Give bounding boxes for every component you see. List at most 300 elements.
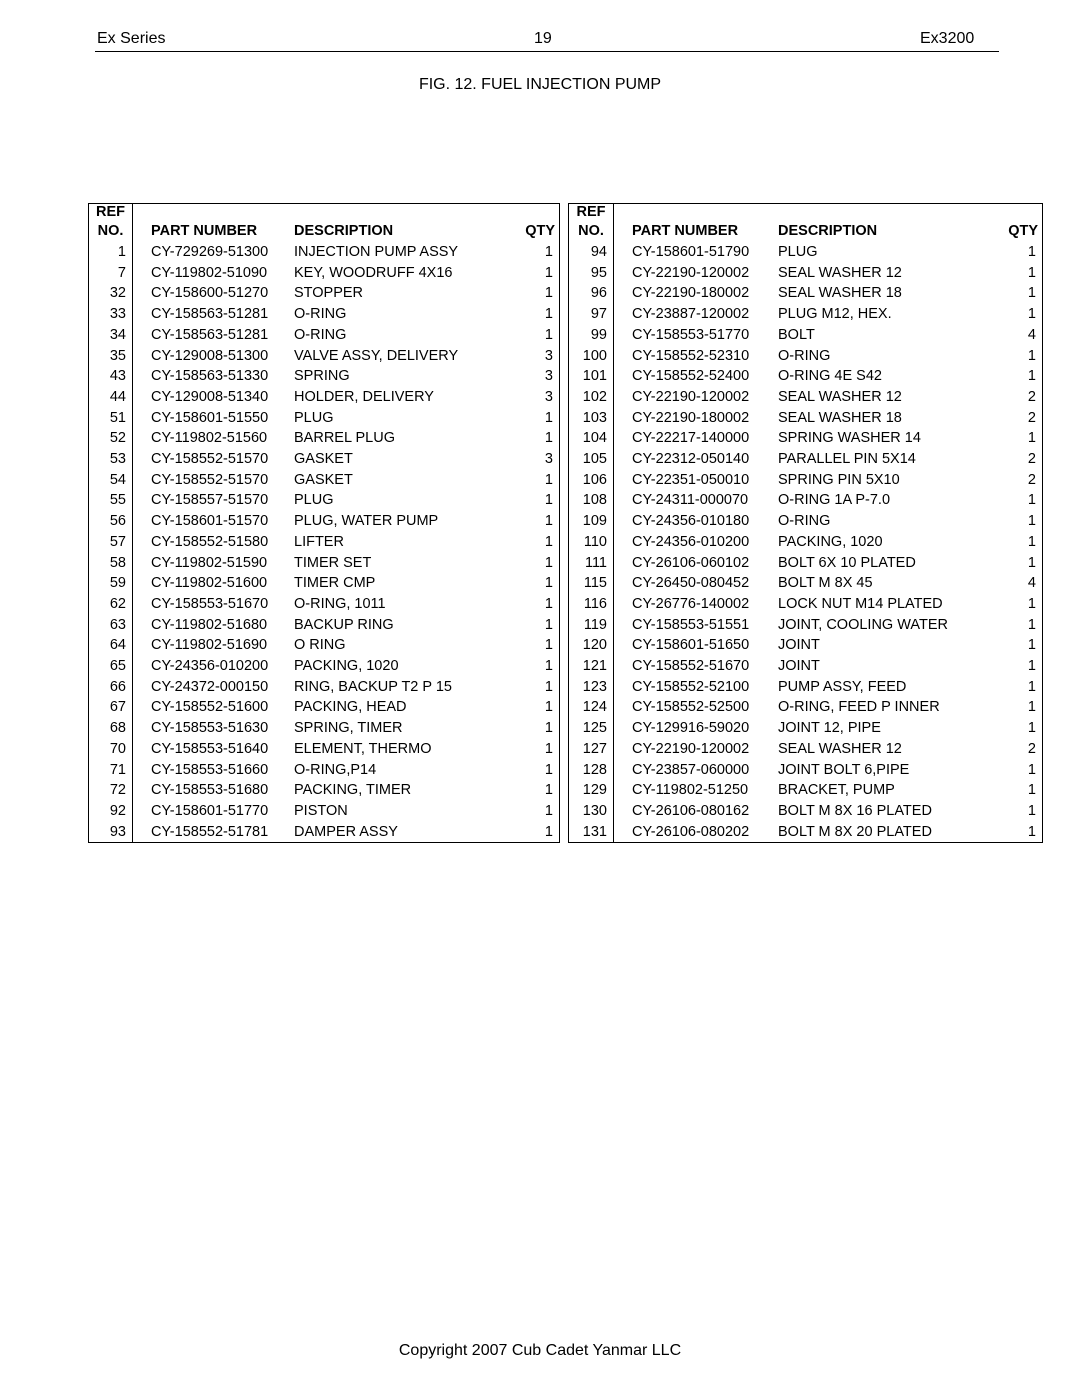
ref-no: 116 [569, 594, 614, 615]
quantity: 1 [1027, 637, 1036, 654]
part-number: CY-158552-51580 [151, 533, 269, 550]
col-ref-top: REF [89, 204, 133, 222]
quantity: 2 [1027, 451, 1036, 468]
ref-no: 130 [569, 801, 614, 822]
part-number: CY-23887-120002 [632, 306, 750, 323]
part-number: CY-22190-180002 [632, 409, 750, 426]
ref-no: 129 [569, 780, 614, 801]
quantity: 1 [1027, 720, 1036, 737]
table-row [569, 511, 1043, 532]
description: PACKING, 1020 [294, 658, 399, 675]
quantity: 1 [544, 244, 553, 260]
quantity: 3 [544, 451, 553, 468]
part-number: CY-158563-51281 [151, 326, 269, 343]
description: O-RING, FEED P INNER [778, 699, 940, 716]
ref-no: 128 [569, 760, 614, 781]
table-row [569, 387, 1043, 408]
description: PACKING, HEAD [294, 699, 407, 716]
ref-no: 65 [89, 656, 133, 677]
quantity: 1 [544, 616, 553, 633]
col-part-number: PART NUMBER [151, 223, 258, 239]
description: SPRING [294, 368, 350, 385]
ref-no: 32 [89, 283, 133, 304]
table-row [89, 283, 560, 304]
ref-no: 33 [89, 304, 133, 325]
part-number: CY-24372-000150 [151, 678, 269, 695]
part-number: CY-158553-51551 [632, 616, 750, 633]
ref-no: 68 [89, 718, 133, 739]
ref-no: 57 [89, 532, 133, 553]
ref-no: 99 [569, 325, 614, 346]
ref-no: 108 [569, 490, 614, 511]
table-row [89, 635, 560, 656]
ref-no: 52 [89, 428, 133, 449]
ref-no: 100 [569, 346, 614, 367]
table-row [89, 428, 560, 449]
description: SPRING PIN 5X10 [778, 471, 900, 488]
part-number: CY-158553-51640 [151, 740, 269, 757]
part-number: CY-24356-010200 [632, 533, 750, 550]
part-number: CY-22190-180002 [632, 285, 750, 302]
quantity: 1 [544, 802, 553, 819]
quantity: 2 [1027, 740, 1036, 757]
quantity: 1 [1027, 699, 1036, 716]
quantity: 1 [544, 492, 553, 509]
description: PLUG M12, HEX. [778, 306, 892, 323]
table-row [89, 490, 560, 511]
part-number: CY-23857-060000 [632, 761, 750, 778]
part-number: CY-26776-140002 [632, 595, 750, 612]
description: O-RING 4E S42 [778, 368, 882, 385]
ref-no: 70 [89, 739, 133, 760]
quantity: 3 [544, 347, 553, 364]
table-row [569, 677, 1043, 698]
quantity: 2 [1027, 471, 1036, 488]
ref-no: 106 [569, 470, 614, 491]
quantity: 3 [544, 368, 553, 385]
table-row [89, 573, 560, 594]
ref-no: 92 [89, 801, 133, 822]
part-number: CY-158601-51570 [151, 513, 269, 530]
ref-no: 97 [569, 304, 614, 325]
part-number: CY-158552-52400 [632, 368, 750, 385]
part-number: CY-158552-51670 [632, 658, 750, 675]
part-number: CY-119802-51680 [151, 616, 268, 633]
description: O-RING 1A P-7.0 [778, 492, 891, 509]
part-number: CY-24356-010200 [151, 658, 269, 675]
ref-no: 120 [569, 635, 614, 656]
table-row [89, 553, 560, 574]
part-number: CY-26106-060102 [632, 554, 750, 571]
table-row [89, 366, 560, 387]
ref-no: 105 [569, 449, 614, 470]
page-number: 19 [534, 30, 552, 47]
part-number: CY-158601-51550 [151, 409, 269, 426]
description: SPRING, TIMER [294, 720, 403, 737]
description: BRACKET, PUMP [778, 782, 895, 799]
description: TIMER SET [294, 554, 372, 571]
table-row [89, 677, 560, 698]
table-row [89, 242, 560, 263]
description: PLUG [294, 492, 334, 509]
description: RING, BACKUP T2 P 15 [294, 678, 452, 695]
table-row [569, 697, 1043, 718]
table-row [569, 656, 1043, 677]
description: SPRING WASHER 14 [778, 430, 921, 447]
col-ref-top: REF [569, 204, 614, 222]
ref-no: 110 [569, 532, 614, 553]
part-number: CY-158552-51570 [151, 471, 269, 488]
ref-no: 119 [569, 615, 614, 636]
quantity: 1 [1027, 264, 1036, 281]
part-number: CY-158552-51570 [151, 451, 269, 468]
quantity: 1 [1027, 492, 1036, 509]
ref-no: 103 [569, 408, 614, 429]
table-row [89, 822, 560, 843]
part-number: CY-24356-010180 [632, 513, 750, 530]
ref-no: 64 [89, 635, 133, 656]
description: LOCK NUT M14 PLATED [778, 595, 943, 612]
quantity: 1 [544, 409, 553, 426]
quantity: 1 [1027, 306, 1036, 323]
part-number: CY-158553-51680 [151, 782, 269, 799]
description: PACKING, 1020 [778, 533, 883, 550]
quantity: 1 [1027, 823, 1036, 840]
quantity: 1 [1027, 430, 1036, 447]
col-part-number: PART NUMBER [632, 223, 739, 239]
part-number: CY-129008-51340 [151, 388, 269, 405]
quantity: 1 [1027, 244, 1036, 260]
table-row [89, 532, 560, 553]
ref-no: 71 [89, 760, 133, 781]
ref-no: 35 [89, 346, 133, 367]
description: PISTON [294, 802, 348, 819]
description: LIFTER [294, 533, 344, 550]
table-row [89, 780, 560, 801]
quantity: 1 [544, 678, 553, 695]
quantity: 1 [1027, 513, 1036, 530]
quantity: 1 [1027, 595, 1036, 612]
part-number: CY-119802-51560 [151, 430, 268, 447]
ref-no: 124 [569, 697, 614, 718]
quantity: 1 [1027, 658, 1036, 675]
table-row [89, 656, 560, 677]
part-number: CY-158552-51781 [151, 823, 269, 840]
table-row [569, 242, 1043, 263]
part-number: CY-22312-050140 [632, 451, 750, 468]
description: SEAL WASHER 12 [778, 264, 902, 281]
quantity: 1 [544, 471, 553, 488]
col-ref-bottom: NO. [89, 221, 133, 242]
header-model: Ex3200 [920, 30, 975, 47]
table-row [569, 615, 1043, 636]
quantity: 1 [1027, 554, 1036, 571]
table-row [569, 304, 1043, 325]
col-description: DESCRIPTION [778, 223, 878, 239]
table-row [89, 304, 560, 325]
table-row [89, 325, 560, 346]
ref-no: 109 [569, 511, 614, 532]
description: GASKET [294, 471, 353, 488]
table-row [569, 408, 1043, 429]
quantity: 1 [544, 637, 553, 654]
description: DAMPER ASSY [294, 823, 398, 840]
part-number: CY-119802-51600 [151, 575, 268, 592]
description: ELEMENT, THERMO [294, 740, 432, 757]
quantity: 3 [544, 388, 553, 405]
table-row [569, 470, 1043, 491]
quantity: 1 [544, 720, 553, 737]
quantity: 1 [544, 285, 553, 302]
quantity: 1 [544, 699, 553, 716]
part-number: CY-158600-51270 [151, 285, 269, 302]
description: O-RING [294, 326, 347, 343]
description: HOLDER, DELIVERY [294, 388, 434, 405]
table-row [569, 594, 1043, 615]
header-series: Ex Series [97, 30, 166, 47]
quantity: 2 [1027, 409, 1036, 426]
description: O-RING [778, 513, 831, 530]
table-row [569, 718, 1043, 739]
description: JOINT BOLT 6,PIPE [778, 761, 910, 778]
quantity: 1 [544, 595, 553, 612]
part-number: CY-729269-51300 [151, 244, 269, 260]
ref-no: 62 [89, 594, 133, 615]
parts-table-left [88, 203, 560, 843]
table-row [569, 780, 1043, 801]
part-number: CY-158557-51570 [151, 492, 269, 509]
part-number: CY-158563-51330 [151, 368, 269, 385]
ref-no: 104 [569, 428, 614, 449]
table-row [89, 739, 560, 760]
description: STOPPER [294, 285, 364, 302]
ref-no: 93 [89, 822, 133, 843]
description: PLUG [294, 409, 334, 426]
ref-no: 121 [569, 656, 614, 677]
quantity: 1 [544, 554, 553, 571]
ref-no: 7 [89, 263, 133, 284]
description: PACKING, TIMER [294, 782, 412, 799]
table-row [569, 760, 1043, 781]
quantity: 4 [1027, 326, 1036, 343]
ref-no: 94 [569, 242, 614, 263]
description: BARREL PLUG [294, 430, 395, 447]
part-number: CY-158563-51281 [151, 306, 269, 323]
description: PARALLEL PIN 5X14 [778, 451, 916, 468]
table-row [569, 573, 1043, 594]
ref-no: 54 [89, 470, 133, 491]
col-qty: QTY [1008, 223, 1038, 239]
table-row [569, 490, 1043, 511]
quantity: 1 [544, 264, 553, 281]
quantity: 1 [1027, 761, 1036, 778]
part-number: CY-158601-51770 [151, 802, 269, 819]
quantity: 1 [544, 513, 553, 530]
description: GASKET [294, 451, 353, 468]
part-number: CY-26106-080162 [632, 802, 750, 819]
table-row [89, 387, 560, 408]
table-row [569, 366, 1043, 387]
part-number: CY-26106-080202 [632, 823, 750, 840]
description: INJECTION PUMP ASSY [294, 244, 459, 260]
ref-no: 125 [569, 718, 614, 739]
quantity: 1 [544, 658, 553, 675]
table-row [569, 428, 1043, 449]
ref-no: 102 [569, 387, 614, 408]
ref-no: 34 [89, 325, 133, 346]
header-rule [95, 51, 999, 52]
quantity: 1 [1027, 285, 1036, 302]
quantity: 1 [1027, 678, 1036, 695]
part-number: CY-129916-59020 [632, 720, 750, 737]
quantity: 1 [544, 575, 553, 592]
ref-no: 56 [89, 511, 133, 532]
description: BACKUP RING [294, 616, 394, 633]
ref-no: 127 [569, 739, 614, 760]
quantity: 1 [1027, 802, 1036, 819]
ref-no: 123 [569, 677, 614, 698]
quantity: 1 [544, 740, 553, 757]
description: SEAL WASHER 18 [778, 409, 902, 426]
quantity: 1 [1027, 616, 1036, 633]
table-row [569, 822, 1043, 843]
part-number: CY-158553-51770 [632, 326, 750, 343]
part-number: CY-158601-51790 [632, 244, 750, 260]
description: JOINT [778, 637, 820, 654]
ref-no: 58 [89, 553, 133, 574]
ref-no: 67 [89, 697, 133, 718]
ref-no: 111 [569, 553, 614, 574]
ref-no: 101 [569, 366, 614, 387]
quantity: 2 [1027, 388, 1036, 405]
description: BOLT 6X 10 PLATED [778, 554, 916, 571]
part-number: CY-22190-120002 [632, 388, 750, 405]
description: KEY, WOODRUFF 4X16 [294, 264, 453, 281]
part-number: CY-158552-51600 [151, 699, 269, 716]
description: JOINT [778, 658, 820, 675]
ref-no: 115 [569, 573, 614, 594]
table-row [89, 697, 560, 718]
part-number: CY-158553-51670 [151, 595, 269, 612]
description: BOLT M 8X 45 [778, 575, 873, 592]
part-number: CY-158553-51660 [151, 761, 269, 778]
col-ref-bottom: NO. [569, 221, 614, 242]
table-row [569, 635, 1043, 656]
table-row [89, 449, 560, 470]
ref-no: 43 [89, 366, 133, 387]
description: O RING [294, 637, 346, 654]
quantity: 1 [544, 782, 553, 799]
table-row [569, 346, 1043, 367]
description: PLUG, WATER PUMP [294, 513, 439, 530]
part-number: CY-158552-52500 [632, 699, 750, 716]
table-row [89, 615, 560, 636]
ref-no: 96 [569, 283, 614, 304]
part-number: CY-22190-120002 [632, 740, 750, 757]
quantity: 1 [544, 306, 553, 323]
col-description: DESCRIPTION [294, 223, 394, 239]
table-row [569, 801, 1043, 822]
quantity: 1 [1027, 782, 1036, 799]
ref-no: 131 [569, 822, 614, 843]
description: PLUG [778, 244, 818, 260]
ref-no: 95 [569, 263, 614, 284]
table-row [89, 346, 560, 367]
description: BOLT M 8X 20 PLATED [778, 823, 932, 840]
ref-no: 66 [89, 677, 133, 698]
ref-no: 44 [89, 387, 133, 408]
table-row [569, 553, 1043, 574]
description: PUMP ASSY, FEED [778, 678, 907, 695]
ref-no: 1 [89, 242, 133, 263]
part-number: CY-22190-120002 [632, 264, 750, 281]
description: O-RING,P14 [294, 761, 377, 778]
table-row [569, 449, 1043, 470]
quantity: 1 [544, 430, 553, 447]
part-number: CY-158601-51650 [632, 637, 750, 654]
table-row [569, 263, 1043, 284]
ref-no: 51 [89, 408, 133, 429]
part-number: CY-129008-51300 [151, 347, 269, 364]
description: TIMER CMP [294, 575, 376, 592]
table-row [569, 532, 1043, 553]
quantity: 1 [544, 326, 553, 343]
ref-no: 72 [89, 780, 133, 801]
part-number: CY-119802-51690 [151, 637, 268, 654]
description: BOLT M 8X 16 PLATED [778, 802, 932, 819]
description: O-RING, 1011 [294, 595, 386, 612]
table-row [89, 408, 560, 429]
col-qty: QTY [525, 223, 555, 239]
description: SEAL WASHER 18 [778, 285, 902, 302]
ref-no: 59 [89, 573, 133, 594]
table-row [89, 718, 560, 739]
quantity: 4 [1027, 575, 1036, 592]
quantity: 1 [544, 761, 553, 778]
description: VALVE ASSY, DELIVERY [294, 347, 459, 364]
table-row [89, 263, 560, 284]
part-number: CY-158552-52100 [632, 678, 750, 695]
part-number: CY-119802-51590 [151, 554, 268, 571]
description: O-RING [294, 306, 347, 323]
quantity: 1 [1027, 368, 1036, 385]
table-row [89, 760, 560, 781]
part-number: CY-24311-000070 [632, 492, 749, 509]
copyright-footer: Copyright 2007 Cub Cadet Yanmar LLC [398, 1342, 682, 1359]
quantity: 1 [1027, 347, 1036, 364]
quantity: 1 [544, 823, 553, 840]
description: BOLT [778, 326, 815, 343]
quantity: 1 [544, 533, 553, 550]
part-number: CY-22217-140000 [632, 430, 750, 447]
quantity: 1 [1027, 533, 1036, 550]
part-number: CY-119802-51090 [151, 264, 268, 281]
description: SEAL WASHER 12 [778, 740, 902, 757]
part-number: CY-119802-51250 [632, 782, 749, 799]
table-row [89, 801, 560, 822]
description: O-RING [778, 347, 831, 364]
figure-title: FIG. 12. FUEL INJECTION PUMP [418, 76, 662, 93]
table-row [569, 325, 1043, 346]
parts-table-right [568, 203, 1043, 843]
table-row [569, 739, 1043, 760]
part-number: CY-158553-51630 [151, 720, 269, 737]
part-number: CY-26450-080452 [632, 575, 750, 592]
part-number: CY-158552-52310 [632, 347, 750, 364]
description: SEAL WASHER 12 [778, 388, 902, 405]
table-row [569, 283, 1043, 304]
description: JOINT, COOLING WATER [778, 616, 948, 633]
